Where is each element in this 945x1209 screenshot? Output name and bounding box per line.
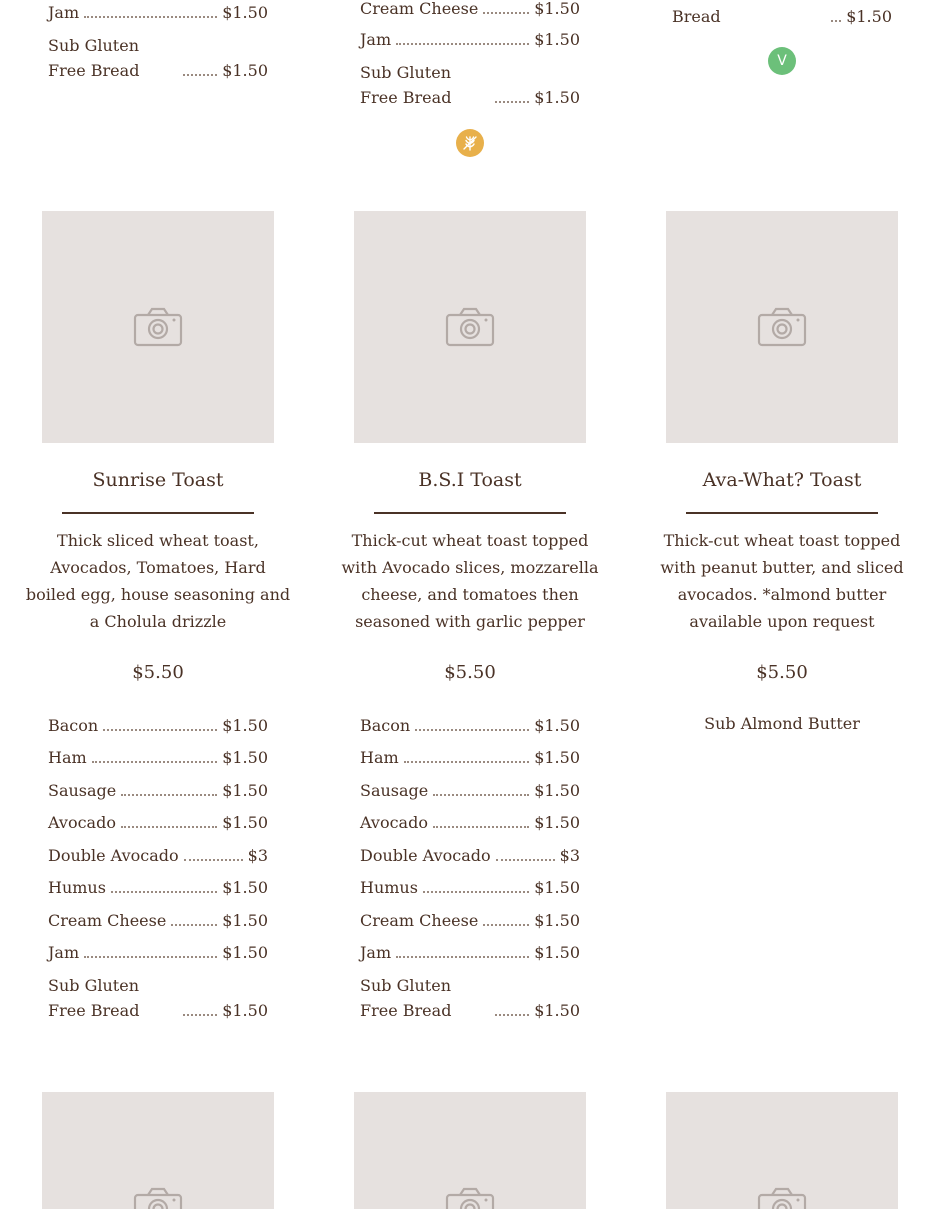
leader-dots xyxy=(396,43,529,45)
addon-row xyxy=(360,745,580,770)
addon-name: Sub Gluten Free Bread xyxy=(48,36,140,80)
gluten-free-wheat-icon xyxy=(456,129,484,157)
addon-name: Bread xyxy=(672,7,721,26)
addon-row xyxy=(672,4,892,29)
addon-price: $1.50 xyxy=(222,943,268,962)
addon-name: Bacon xyxy=(360,716,411,735)
addon-price: $1.50 xyxy=(222,911,268,930)
addon-price: $1.50 xyxy=(222,61,268,80)
addon-row xyxy=(360,940,580,965)
vegan-badge-label: V xyxy=(777,53,787,69)
leader-dots xyxy=(121,794,217,796)
item-title: B.S.I Toast xyxy=(418,469,522,491)
addon-name: Humus xyxy=(360,878,418,897)
addon-name: Jam xyxy=(360,943,392,962)
addon-price: $1.50 xyxy=(534,781,580,800)
wheat-icon xyxy=(461,134,479,152)
addon-row xyxy=(360,0,580,21)
addon-price: $1.50 xyxy=(846,7,892,26)
addon-price: $1.50 xyxy=(534,30,580,49)
addon-row xyxy=(360,843,580,868)
addon-row xyxy=(48,940,268,965)
addon-name: Jam xyxy=(360,30,392,49)
title-divider xyxy=(62,512,254,514)
camera-icon xyxy=(133,1187,183,1209)
item-photo-placeholder xyxy=(666,1092,898,1209)
leader-dots xyxy=(831,20,842,22)
addon-price: $1.50 xyxy=(534,88,580,107)
addon-price: $1.50 xyxy=(222,813,268,832)
addon-name: Sub Gluten Free Bread xyxy=(48,976,140,1020)
addon-name: Double Avocado xyxy=(48,846,179,865)
addon-name: Sausage xyxy=(48,781,117,800)
addon-price: $1.50 xyxy=(222,3,268,22)
item-photo-placeholder xyxy=(354,211,586,443)
leader-dots xyxy=(495,101,529,103)
item-price: $5.50 xyxy=(444,662,496,683)
addon-row xyxy=(48,875,268,900)
camera-icon xyxy=(445,307,495,347)
addon-row xyxy=(360,60,580,110)
addon-name: Cream Cheese xyxy=(360,0,479,18)
leader-dots xyxy=(496,859,555,861)
addon-row xyxy=(360,810,580,835)
addon-row xyxy=(48,810,268,835)
addon-row xyxy=(48,0,268,25)
camera-icon xyxy=(757,307,807,347)
leader-dots xyxy=(92,761,218,763)
addon-price: $1.50 xyxy=(222,716,268,735)
addon-row xyxy=(360,973,580,1023)
addon-price: $1.50 xyxy=(534,813,580,832)
leader-dots xyxy=(396,956,529,958)
addon-row xyxy=(360,908,580,933)
item-title: Sunrise Toast xyxy=(92,469,224,491)
item-price: $5.50 xyxy=(756,662,808,683)
vegan-icon xyxy=(768,47,796,75)
addon-price: $3 xyxy=(247,846,268,865)
addon-name: Cream Cheese xyxy=(48,911,167,930)
addon-price: $1.50 xyxy=(222,1001,268,1020)
leader-dots xyxy=(171,924,217,926)
title-divider xyxy=(374,512,566,514)
addon-name: Bacon xyxy=(48,716,99,735)
addon-name: Ham xyxy=(48,748,87,767)
addon-name: Cream Cheese xyxy=(360,911,479,930)
addon-price: $1.50 xyxy=(534,943,580,962)
addon-name: Humus xyxy=(48,878,106,897)
addon-price: $1.50 xyxy=(534,878,580,897)
addon-row xyxy=(48,973,268,1023)
addon-row xyxy=(48,908,268,933)
addon-name: Avocado xyxy=(48,813,116,832)
leader-dots xyxy=(121,826,217,828)
addon-price: $1.50 xyxy=(222,748,268,767)
addon-price: $1.50 xyxy=(534,0,580,18)
item-photo-placeholder xyxy=(354,1092,586,1209)
addon-row xyxy=(48,713,268,738)
item-description: Thick-cut wheat toast topped with Avocado slices, mozzarella cheese, and tomatoes then seasoned with garlic pepper xyxy=(341,531,599,631)
leader-dots xyxy=(433,794,529,796)
addon-row xyxy=(48,745,268,770)
addon-row xyxy=(360,713,580,738)
addon-row xyxy=(360,778,580,803)
addon-name: Double Avocado xyxy=(360,846,491,865)
leader-dots xyxy=(433,826,529,828)
addon-row xyxy=(48,778,268,803)
addon-price: $1.50 xyxy=(534,716,580,735)
leader-dots xyxy=(84,956,217,958)
addon-price: $1.50 xyxy=(222,781,268,800)
addon-price: $1.50 xyxy=(534,748,580,767)
leader-dots xyxy=(415,729,529,731)
addon-name: Sub Gluten Free Bread xyxy=(360,63,452,107)
addon-name: Avocado xyxy=(360,813,428,832)
item-title: Ava-What? Toast xyxy=(702,469,862,491)
item-photo-placeholder xyxy=(42,1092,274,1209)
addon-row xyxy=(360,27,580,52)
addon-price: $1.50 xyxy=(534,911,580,930)
addon-row xyxy=(360,875,580,900)
addon-name: Sausage xyxy=(360,781,429,800)
leader-dots xyxy=(84,16,217,18)
leader-dots xyxy=(103,729,217,731)
addon-row xyxy=(48,843,268,868)
leader-dots xyxy=(483,12,529,14)
leader-dots xyxy=(111,891,217,893)
addon-row xyxy=(48,33,268,83)
addon-name: Jam xyxy=(48,943,80,962)
addon-price: $1.50 xyxy=(534,1001,580,1020)
leader-dots xyxy=(404,761,530,763)
leader-dots xyxy=(184,859,243,861)
leader-dots xyxy=(183,74,217,76)
addon-price: $1.50 xyxy=(222,878,268,897)
camera-icon xyxy=(757,1187,807,1209)
item-photo-placeholder xyxy=(666,211,898,443)
addon-sub-almond-butter: Sub Almond Butter xyxy=(704,714,860,733)
leader-dots xyxy=(423,891,529,893)
addon-price: $3 xyxy=(559,846,580,865)
item-description: Thick-cut wheat toast topped with peanut butter, and sliced avocados. *almond butter available upon request xyxy=(660,531,904,631)
item-description: Thick sliced wheat toast, Avocados, Tomatoes, Hard boiled egg, house seasoning and a Cholula drizzle xyxy=(25,531,291,631)
title-divider xyxy=(686,512,878,514)
leader-dots xyxy=(483,924,529,926)
camera-icon xyxy=(133,307,183,347)
camera-icon xyxy=(445,1187,495,1209)
leader-dots xyxy=(183,1014,217,1016)
addon-name: Jam xyxy=(48,3,80,22)
item-photo-placeholder xyxy=(42,211,274,443)
addon-name: Ham xyxy=(360,748,399,767)
leader-dots xyxy=(495,1014,529,1016)
item-price: $5.50 xyxy=(132,662,184,683)
addon-name: Sub Gluten Free Bread xyxy=(360,976,452,1020)
